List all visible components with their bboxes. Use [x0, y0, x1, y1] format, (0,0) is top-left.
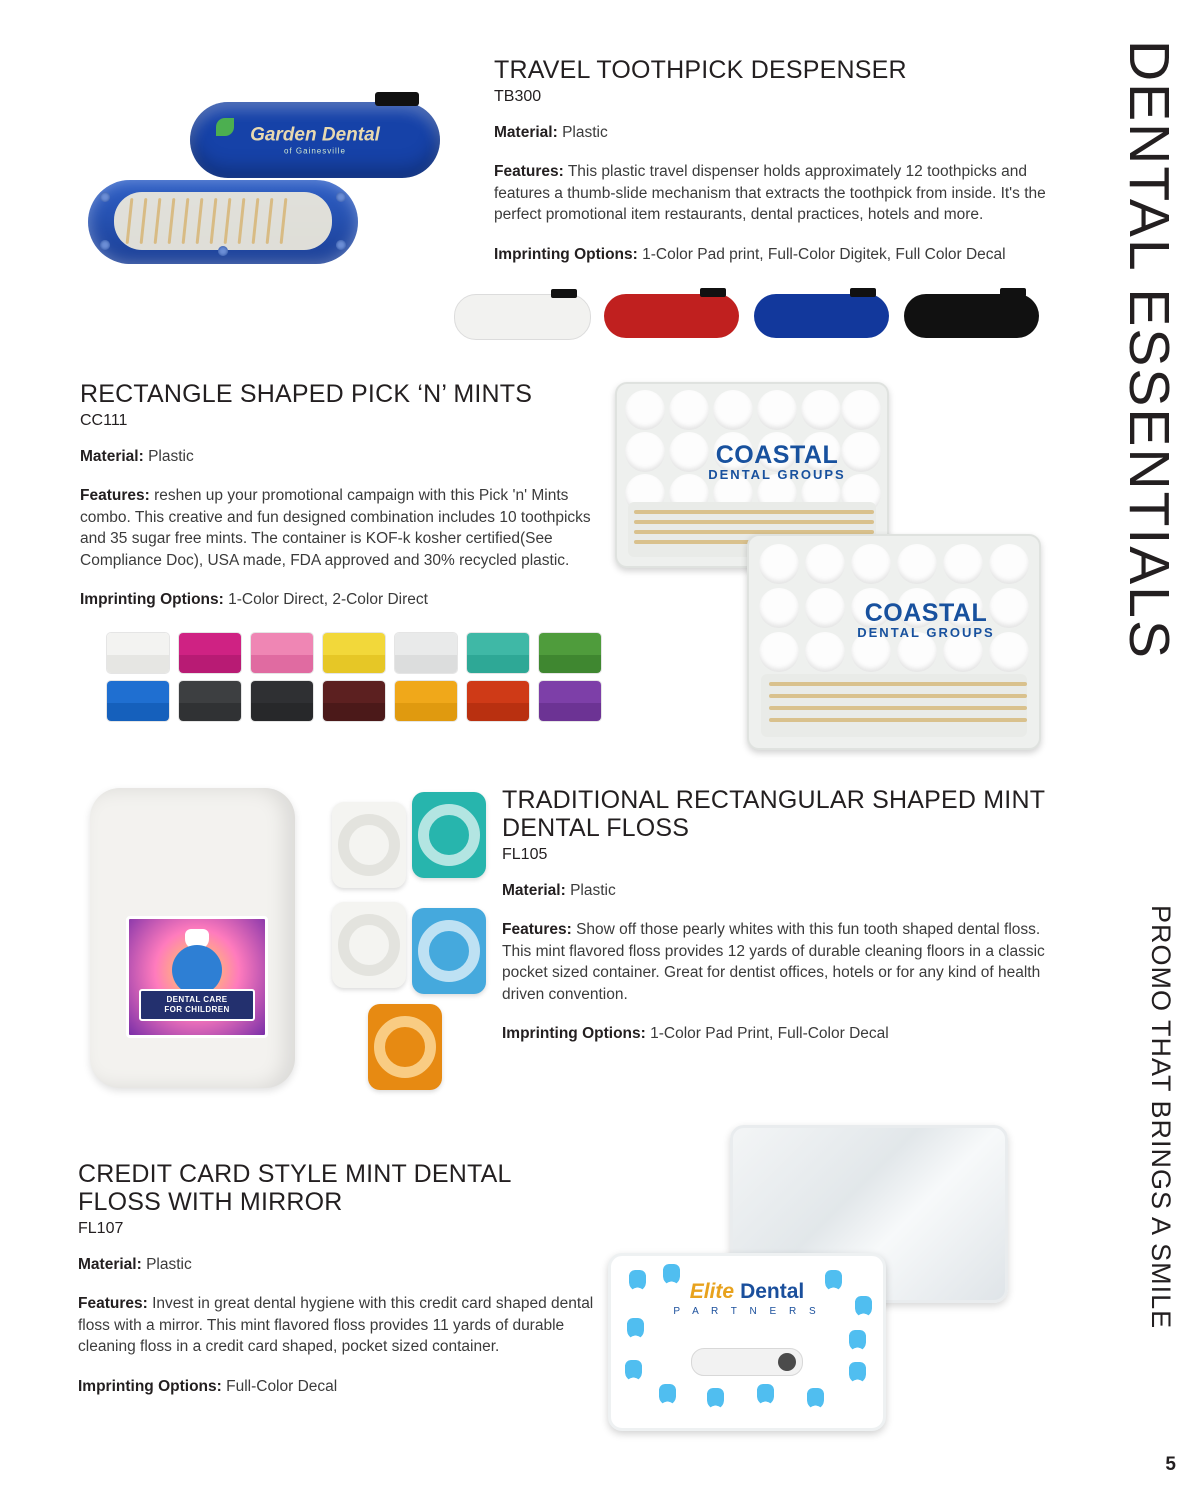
color-swatch-row-tb300	[494, 294, 1089, 346]
material-value: Plastic	[148, 448, 194, 465]
material-label: Material:	[80, 448, 144, 465]
imprint-label: Imprinting Options:	[494, 245, 638, 263]
page-number: 5	[1165, 1454, 1176, 1475]
product-material	[80, 446, 610, 467]
imprint-value: 1-Color Pad print, Full-Color Digitek, Full Color Decal	[642, 245, 1006, 263]
product-block-dental-floss	[502, 786, 1047, 1044]
dispenser-lid	[190, 102, 440, 178]
product-features	[78, 1293, 598, 1357]
product-sku: CC111	[80, 412, 128, 429]
product-block-pick-n-mints	[80, 380, 610, 610]
section-title: DENTAL ESSENTIALS	[1117, 40, 1181, 661]
swatch-silver[interactable]	[394, 632, 458, 674]
product-block-credit-card-floss	[78, 1160, 598, 1397]
dispenser-logo-text: Garden Dental	[250, 124, 380, 146]
leaf-icon	[216, 118, 234, 136]
floss-container-large	[90, 788, 295, 1088]
product-image-pick-n-mints	[615, 382, 1055, 752]
swatch-green[interactable]	[538, 632, 602, 674]
swatch-dark-gray[interactable]	[250, 680, 314, 722]
dispenser-window	[114, 192, 332, 250]
swatch-magenta[interactable]	[178, 632, 242, 674]
features-label: Features:	[494, 163, 564, 181]
material-label: Material:	[494, 124, 558, 141]
coastal-logo-front: COASTAL DENTAL GROUPS	[857, 599, 995, 641]
toothpick-compartment	[761, 674, 1028, 738]
swatch-charcoal[interactable]	[178, 680, 242, 722]
mint-card-front	[747, 534, 1041, 750]
product-material	[494, 122, 1054, 143]
credit-card-floss	[608, 1253, 886, 1431]
material-label: Material:	[502, 882, 566, 899]
swatch-orange-red[interactable]	[466, 680, 530, 722]
product-title: RECTANGLE SHAPED PICK ‘N’ MINTS	[80, 380, 533, 408]
dispenser-logo-sub: of Gainesville	[283, 146, 347, 156]
floss-knob[interactable]	[778, 1353, 796, 1371]
product-features	[494, 161, 1054, 225]
floss-swatch-white-1[interactable]	[332, 802, 406, 888]
thumb-slide-tab	[375, 92, 419, 106]
brand-tagline: PROMO THAT BRINGS A SMILE	[1146, 905, 1176, 1330]
floss-swatch-orange[interactable]	[368, 1004, 442, 1090]
floss-swatch-light-blue[interactable]	[412, 908, 486, 994]
imprint-value: 1-Color Pad Print, Full-Color Decal	[650, 1024, 889, 1042]
product-sku: TB300	[494, 88, 542, 105]
elite-dental-logo: Elite Dental P A R T N E R S	[673, 1280, 821, 1317]
product-title: TRAVEL TOOTHPICK DESPENSER	[494, 56, 907, 84]
product-material	[502, 880, 1047, 901]
imprint-label: Imprinting Options:	[502, 1024, 646, 1042]
product-image-credit-card-floss	[600, 1115, 1020, 1445]
material-label: Material:	[78, 1256, 142, 1273]
features-value: reshen up your promotional campaign with this Pick 'n' Mints combo. This creative and fun designed combination includes 10 toothpicks and 35 sugar free mints. The container is KOF-k kosher certified(See Compliance Doc), USA made, FDA approved and 30% recycled plastic.	[80, 487, 591, 569]
product-imprinting	[80, 589, 610, 610]
product-imprinting	[494, 244, 1054, 265]
swatch-teal[interactable]	[466, 632, 530, 674]
material-value: Plastic	[146, 1256, 192, 1273]
product-image-dental-floss	[70, 780, 480, 1100]
dispenser-base	[88, 180, 358, 264]
swatch-white[interactable]	[454, 294, 591, 340]
swatch-purple[interactable]	[538, 680, 602, 722]
product-imprinting	[502, 1023, 1047, 1044]
product-title: TRADITIONAL RECTANGULAR SHAPED MINT DENTAL FLOSS	[502, 786, 1045, 842]
decal-text: DENTAL CARE FOR CHILDREN	[139, 989, 255, 1021]
imprint-label: Imprinting Options:	[80, 590, 224, 608]
swatch-red[interactable]	[604, 294, 739, 338]
product-material	[78, 1254, 598, 1275]
features-value: Show off those pearly whites with this fun tooth shaped dental floss. This mint flavored floss provides 12 yards of durable cleaning floors in a classic pocket sized container. Great for dentist offices, hotels or for any kind of health driven convention.	[502, 921, 1045, 1003]
product-title: CREDIT CARD STYLE MINT DENTAL FLOSS WITH MIRROR	[78, 1160, 511, 1216]
product-imprinting	[78, 1376, 598, 1397]
features-label: Features:	[78, 1295, 148, 1313]
product-sku: FL107	[78, 1220, 124, 1237]
kid-face-icon	[172, 945, 222, 995]
imprint-value: 1-Color Direct, 2-Color Direct	[228, 590, 428, 608]
swatch-maroon[interactable]	[322, 680, 386, 722]
coastal-logo-back: COASTAL DENTAL GROUPS	[708, 441, 846, 483]
page-rail	[1088, 0, 1200, 1500]
swatch-blue[interactable]	[106, 680, 170, 722]
product-image-toothpick-dispenser	[70, 88, 450, 288]
product-features	[80, 485, 610, 571]
floss-swatch-teal[interactable]	[412, 792, 486, 878]
floss-full-color-decal	[126, 916, 268, 1038]
features-value: This plastic travel dispenser holds approximately 12 toothpicks and features a thumb-slide mechanism that extracts the toothpick from inside. It's the perfect promotional item restaurants, dental practices, hotels and more.	[494, 163, 1046, 224]
material-value: Plastic	[570, 882, 616, 899]
swatch-blue[interactable]	[754, 294, 889, 338]
floss-slider[interactable]	[691, 1348, 803, 1376]
features-label: Features:	[502, 921, 572, 939]
material-value: Plastic	[562, 124, 608, 141]
swatch-black[interactable]	[904, 294, 1039, 338]
product-features	[502, 919, 1047, 1005]
swatch-pink[interactable]	[250, 632, 314, 674]
product-block-toothpick-dispenser	[494, 56, 1054, 265]
swatch-gold[interactable]	[394, 680, 458, 722]
features-value: Invest in great dental hygiene with this credit card shaped dental floss with a mirror. This mint flavored floss provides 11 yards of durable cleaning floss in a credit card shaped, pocket sized container.	[78, 1295, 594, 1356]
swatch-yellow[interactable]	[322, 632, 386, 674]
product-sku: FL105	[502, 846, 548, 863]
imprint-label: Imprinting Options:	[78, 1377, 222, 1395]
imprint-value: Full-Color Decal	[226, 1377, 338, 1395]
swatch-frost-white[interactable]	[106, 632, 170, 674]
floss-swatch-white-2[interactable]	[332, 902, 406, 988]
features-label: Features:	[80, 487, 150, 505]
